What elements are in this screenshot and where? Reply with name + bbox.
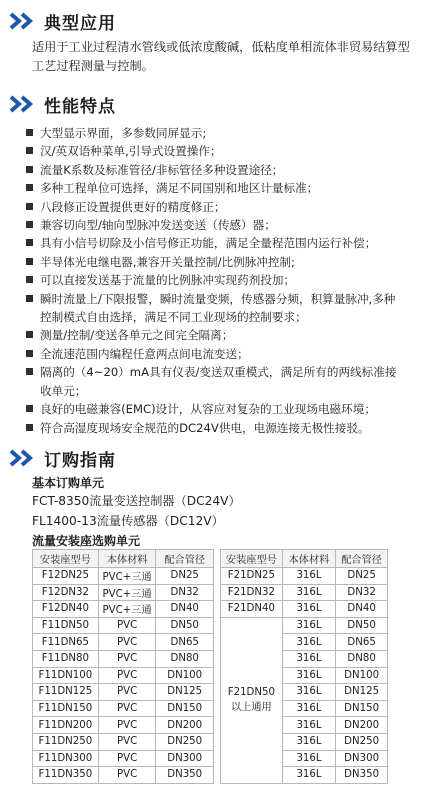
basic-order-label: 基本订购单元	[32, 476, 105, 490]
section-header-features	[8, 93, 116, 115]
feature-item: 八段修正设置提供更好的精度修正；	[26, 198, 426, 216]
cell-model: F12DN40	[33, 601, 99, 618]
cell-pipe: DN150	[336, 700, 388, 717]
cell-pipe: DN25	[156, 568, 214, 585]
cell-material: PVC	[98, 650, 156, 667]
feature-item: 大型显示界面，多参数同屏显示;	[26, 124, 426, 142]
cell-material: PVC+三通	[98, 584, 156, 601]
cell-material: PVC	[98, 634, 156, 651]
feature-list	[26, 124, 426, 437]
square-bullet-icon	[26, 350, 33, 357]
cell-pipe: DN300	[156, 750, 214, 767]
feature-item: 具有小信号切除及小信号修正功能，满足全量程范围内运行补偿；	[26, 234, 426, 252]
cell-material: 316L	[282, 617, 336, 634]
cell-material: 316L	[282, 568, 336, 585]
square-bullet-icon	[26, 129, 33, 136]
cell-pipe: DN50	[336, 617, 388, 634]
header-cell-model: 安装座型号	[33, 550, 99, 568]
header-cell-material: 本体材料	[98, 550, 156, 568]
header-cell-pipe: 配合管径	[156, 550, 214, 568]
table-row	[221, 617, 388, 634]
application-text	[32, 38, 424, 76]
square-bullet-icon	[26, 258, 33, 265]
cell-material: PVC	[98, 700, 156, 717]
table-row	[33, 767, 214, 784]
feature-item: 测量/控制/变送各单元之间完全隔离；	[26, 326, 426, 344]
table-row	[33, 750, 214, 767]
feature-item: 多种工程单位可选择，满足不同国别和地区计量标准；	[26, 179, 426, 197]
cell-material: PVC	[98, 767, 156, 784]
cell-material: PVC	[98, 667, 156, 684]
cell-material: PVC	[98, 684, 156, 701]
cell-material: 316L	[282, 650, 336, 667]
cell-material: PVC	[98, 717, 156, 734]
header-cell-model: 安装座型号	[221, 550, 283, 568]
cell-pipe: DN300	[336, 750, 388, 767]
cell-pipe: DN200	[156, 717, 214, 734]
square-bullet-icon	[26, 184, 33, 191]
table-header-row	[33, 550, 214, 568]
feature-item: 半导体光电继电器,兼容开关量控制/比例脉冲控制;	[26, 253, 426, 271]
section-title-ordering: 订购指南	[44, 450, 116, 471]
square-bullet-icon	[26, 295, 33, 302]
table-row	[33, 617, 214, 634]
square-bullet-icon	[26, 147, 33, 154]
cell-pipe: DN125	[336, 684, 388, 701]
table-row	[33, 733, 214, 750]
cell-material: 316L	[282, 601, 336, 618]
cell-model: F21DN32	[221, 584, 283, 601]
square-bullet-icon	[26, 424, 33, 431]
table-row	[33, 650, 214, 667]
square-bullet-icon	[26, 331, 33, 338]
table-row	[33, 667, 214, 684]
feature-item: 瞬时流量上/下限报警，瞬时流量变频，传感器分频，积算量脉冲,多种	[26, 290, 426, 308]
cell-material: PVC	[98, 733, 156, 750]
cell-material: 316L	[282, 667, 336, 684]
cell-material: 316L	[282, 584, 336, 601]
cell-model: F11DN250	[33, 733, 99, 750]
cell-model-merged	[221, 617, 283, 783]
cell-model: F11DN65	[33, 634, 99, 651]
cell-model: F12DN32	[33, 584, 99, 601]
double-chevron-icon	[8, 94, 38, 114]
table-row	[221, 584, 388, 601]
table-row	[33, 568, 214, 585]
cell-pipe: DN250	[336, 733, 388, 750]
cell-pipe: DN100	[336, 667, 388, 684]
cell-pipe: DN32	[156, 584, 214, 601]
cell-material: PVC	[98, 750, 156, 767]
square-bullet-icon	[26, 221, 33, 228]
table-row	[33, 717, 214, 734]
cell-material: 316L	[282, 750, 336, 767]
seat-table-left	[32, 549, 214, 784]
cell-pipe: DN80	[156, 650, 214, 667]
table-row	[33, 684, 214, 701]
double-chevron-icon	[8, 11, 38, 31]
cell-pipe: DN40	[156, 601, 214, 618]
seat-order-label: 流量安装座选购单元	[32, 534, 141, 548]
cell-model: F21DN25	[221, 568, 283, 585]
cell-pipe: DN32	[336, 584, 388, 601]
seat-table-right	[220, 549, 388, 784]
cell-model: F12DN25	[33, 568, 99, 585]
header-cell-pipe: 配合管径	[336, 550, 388, 568]
feature-item: 兼容切向型/轴向型脉冲发送变送（传感）器；	[26, 216, 426, 234]
feature-item: 可以直接发送基于流量的比例脉冲实现药剂投加；	[26, 271, 426, 289]
square-bullet-icon	[26, 276, 33, 283]
cell-material: PVC+三通	[98, 568, 156, 585]
section-header-application	[8, 10, 116, 32]
cell-pipe: DN65	[336, 634, 388, 651]
merged-model-line-2: 以上通用	[231, 702, 272, 714]
square-bullet-icon	[26, 405, 33, 412]
cell-material: 316L	[282, 684, 336, 701]
feature-item: 全流速范围内编程任意两点间电流变送；	[26, 345, 426, 363]
table-row	[33, 634, 214, 651]
cell-model: F11DN80	[33, 650, 99, 667]
application-text-line-1: 适用于工业过程清水管线或低浓度酸碱，低粘度单相流体非贸易结算型	[32, 40, 410, 54]
cell-model: F11DN125	[33, 684, 99, 701]
cell-model: F11DN200	[33, 717, 99, 734]
cell-pipe: DN125	[156, 684, 214, 701]
feature-item: 符合高湿度现场安全规范的DC24V供电，电源连接无极性接驳。	[26, 419, 426, 437]
section-header-ordering	[8, 447, 116, 469]
cell-model: F21DN40	[221, 601, 283, 618]
cell-pipe: DN25	[336, 568, 388, 585]
section-title-application: 典型应用	[44, 13, 116, 34]
cell-pipe: DN65	[156, 634, 214, 651]
section-title-features: 性能特点	[44, 96, 116, 117]
table-row	[33, 700, 214, 717]
cell-pipe: DN50	[156, 617, 214, 634]
feature-item: 流量K系数及标准管径/非标管径多种设置途径；	[26, 161, 426, 179]
double-chevron-icon	[8, 448, 38, 468]
merged-model-line-1: F21DN50	[227, 687, 275, 699]
feature-item: 汉/英双语种菜单,引导式设置操作；	[26, 142, 426, 160]
feature-item: 良好的电磁兼容(EMC)设计，从容应对复杂的工业现场电磁环境；	[26, 400, 426, 418]
feature-item: 隔离的（4~20）mA具有仪表/变送双重模式，满足所有的两线标准接	[26, 363, 426, 381]
table-header-row	[221, 550, 388, 568]
cell-model: F11DN300	[33, 750, 99, 767]
cell-pipe: DN40	[336, 601, 388, 618]
cell-pipe: DN80	[336, 650, 388, 667]
square-bullet-icon	[26, 239, 33, 246]
table-row	[33, 601, 214, 618]
cell-pipe: DN100	[156, 667, 214, 684]
basic-order-sensor: FL1400-13流量传感器（DC12V）	[32, 514, 224, 528]
feature-item-continuation: 收单元；	[40, 383, 87, 398]
square-bullet-icon	[26, 166, 33, 173]
cell-material: PVC	[98, 617, 156, 634]
table-row	[33, 584, 214, 601]
cell-material: 316L	[282, 767, 336, 784]
basic-order-controller: FCT-8350流量变送控制器（DC24V）	[32, 494, 241, 508]
cell-pipe: DN200	[336, 717, 388, 734]
header-cell-material: 本体材料	[282, 550, 336, 568]
cell-material: 316L	[282, 717, 336, 734]
cell-model: F11DN350	[33, 767, 99, 784]
cell-material: 316L	[282, 634, 336, 651]
cell-model: F11DN50	[33, 617, 99, 634]
cell-pipe: DN150	[156, 700, 214, 717]
square-bullet-icon	[26, 203, 33, 210]
square-bullet-icon	[26, 368, 33, 375]
table-row	[221, 568, 388, 585]
cell-pipe: DN350	[336, 767, 388, 784]
cell-model: F11DN100	[33, 667, 99, 684]
cell-material: 316L	[282, 733, 336, 750]
cell-pipe: DN350	[156, 767, 214, 784]
feature-item-continuation: 控制模式自由选择，满足不同工业现场的控制要求；	[40, 310, 307, 325]
cell-material: PVC+三通	[98, 601, 156, 618]
cell-material: 316L	[282, 700, 336, 717]
cell-pipe: DN250	[156, 733, 214, 750]
application-text-line-2: 工艺过程测量与控制。	[32, 59, 154, 73]
table-row	[221, 601, 388, 618]
cell-model: F11DN150	[33, 700, 99, 717]
